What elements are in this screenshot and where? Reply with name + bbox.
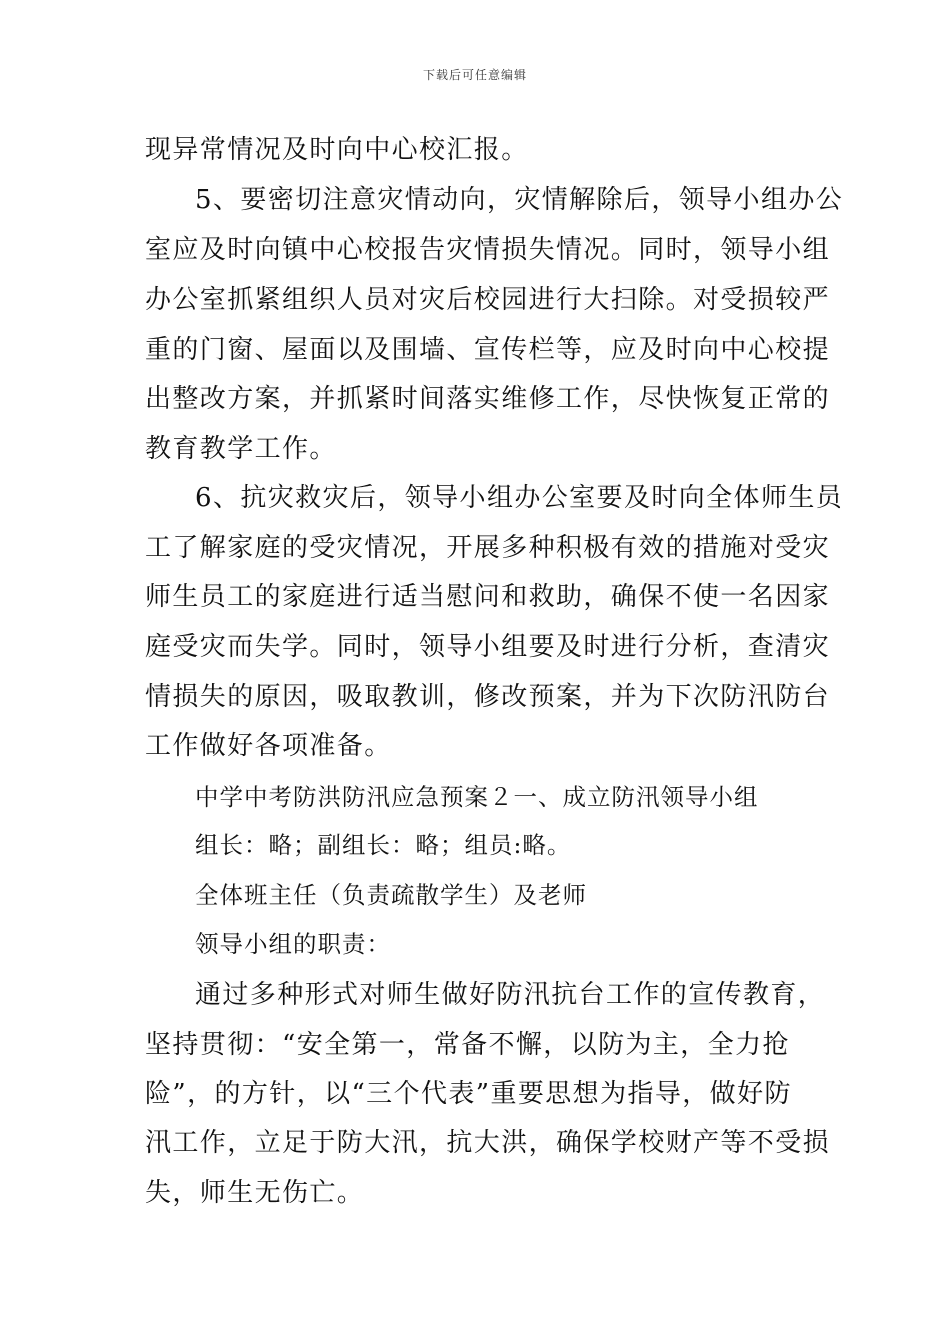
section-heading: 中学中考防洪防汛应急预案２一、成立防汛领导小组 [195,783,759,811]
body-line: 汛工作，立足于防大汛，抗大洪，确保学校财产等不受损 [145,1128,831,1158]
body-line: 现异常情况及时向中心校汇报。 [145,135,529,165]
body-line: 情损失的原因，吸取教训，修改预案，并为下次防汛防台 [145,682,831,712]
team-members-line: 组长：略；副组长：略；组员:略。 [195,831,572,859]
body-line: 失，师生无伤亡。 [145,1178,365,1208]
body-line: 教育教学工作。 [145,434,337,464]
body-line: 办公室抓紧组织人员对灾后校园进行大扫除。对受损较严 [145,285,831,315]
duties-heading: 领导小组的职责： [195,930,391,958]
teachers-line: 全体班主任（负责疏散学生）及老师 [195,881,587,909]
body-line: 庭受灾而失学。同时，领导小组要及时进行分析，查清灾 [145,632,831,662]
body-line: 工了解家庭的受灾情况，开展多种积极有效的措施对受灾 [145,533,831,563]
duties-paragraph-start: 通过多种形式对师生做好防汛抗台工作的宣传教育， [195,980,826,1010]
page-header-note: 下载后可任意编辑 [422,68,527,82]
body-line: 重的门窗、屋面以及围墙、宣传栏等，应及时向中心校提 [145,335,831,365]
paragraph-5-start: 5、要密切注意灾情动向，灾情解除后，领导小组办公 [195,185,844,215]
body-line: 师生员工的家庭进行适当慰问和救助，确保不使一名因家 [145,582,831,612]
body-line: 坚持贯彻：“安全第一，常备不懈，以防为主，全力抢 [145,1030,790,1060]
body-line: 工作做好各项准备。 [145,731,392,761]
body-line: 室应及时向镇中心校报告灾情损失情况。同时，领导小组 [145,235,831,265]
paragraph-6-start: 6、抗灾救灾后，领导小组办公室要及时向全体师生员 [195,483,844,513]
body-line: 险”，的方针，以“三个代表”重要思想为指导，做好防 [145,1079,792,1109]
body-line: 出整改方案，并抓紧时间落实维修工作，尽快恢复正常的 [145,384,831,414]
